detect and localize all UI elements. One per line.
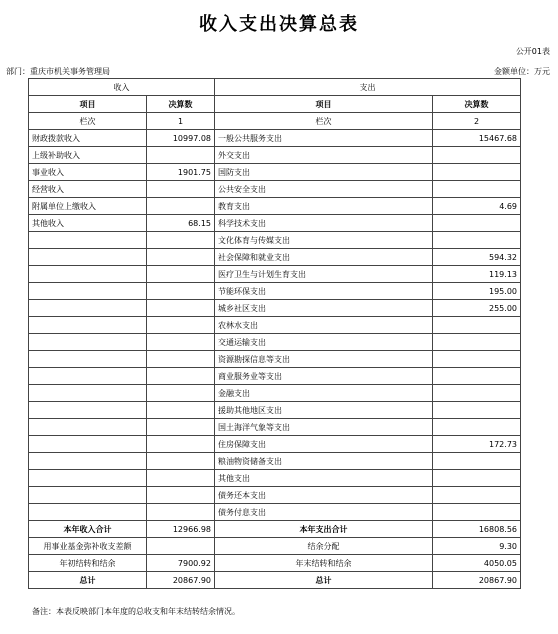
expense-amount-cell — [433, 453, 521, 470]
income-item-cell — [29, 453, 147, 470]
expense-amount-cell — [433, 147, 521, 164]
expense-amount-cell — [433, 351, 521, 368]
end-carryover-value: 4050.05 — [433, 555, 521, 572]
expense-item-cell: 债务付息支出 — [215, 504, 433, 521]
income-item-cell — [29, 232, 147, 249]
income-item-cell — [29, 385, 147, 402]
expense-amount-cell — [433, 504, 521, 521]
expense-item-cell: 医疗卫生与计划生育支出 — [215, 266, 433, 283]
expense-amount-cell: 255.00 — [433, 300, 521, 317]
expense-grand-total-label: 总计 — [215, 572, 433, 589]
expense-item-cell: 商业服务业等支出 — [215, 368, 433, 385]
column-index-row — [29, 113, 521, 130]
table-row — [29, 351, 521, 368]
distribution-label: 结余分配 — [215, 538, 433, 555]
expense-amount-header: 决算数 — [433, 96, 521, 113]
expense-amount-cell: 172.73 — [433, 436, 521, 453]
income-amount-cell — [147, 368, 215, 385]
expense-item-cell: 国防支出 — [215, 164, 433, 181]
expense-total-label: 本年支出合计 — [215, 521, 433, 538]
income-amount-cell: 1901.75 — [147, 164, 215, 181]
income-item-header: 项目 — [29, 96, 147, 113]
table-row — [29, 232, 521, 249]
income-amount-cell — [147, 436, 215, 453]
expense-amount-cell — [433, 385, 521, 402]
expense-item-cell: 资源勘探信息等支出 — [215, 351, 433, 368]
income-item-cell: 经营收入 — [29, 181, 147, 198]
end-carryover-label: 年末结转和结余 — [215, 555, 433, 572]
income-item-cell: 附属单位上缴收入 — [29, 198, 147, 215]
year-total-row — [29, 521, 521, 538]
expense-amount-cell — [433, 232, 521, 249]
income-index-label: 栏次 — [29, 113, 147, 130]
reserve-value — [147, 538, 215, 555]
income-amount-cell — [147, 419, 215, 436]
expense-amount-cell — [433, 368, 521, 385]
income-item-cell — [29, 249, 147, 266]
income-item-cell: 其他收入 — [29, 215, 147, 232]
income-amount-cell — [147, 249, 215, 266]
table-row — [29, 266, 521, 283]
income-item-cell — [29, 402, 147, 419]
income-amount-cell — [147, 470, 215, 487]
income-item-cell — [29, 300, 147, 317]
expense-item-cell: 其他支出 — [215, 470, 433, 487]
income-header: 收入 — [29, 79, 215, 96]
form-number: 公开01表 — [515, 47, 550, 56]
income-amount-cell — [147, 317, 215, 334]
income-item-cell — [29, 470, 147, 487]
expense-amount-cell — [433, 470, 521, 487]
income-amount-cell — [147, 266, 215, 283]
table-row — [29, 198, 521, 215]
income-amount-cell — [147, 334, 215, 351]
income-total-value: 12966.98 — [147, 521, 215, 538]
expense-amount-cell: 195.00 — [433, 283, 521, 300]
expense-item-cell: 援助其他地区支出 — [215, 402, 433, 419]
table-row — [29, 453, 521, 470]
income-item-cell — [29, 504, 147, 521]
income-item-cell — [29, 266, 147, 283]
begin-carryover-value: 7900.92 — [147, 555, 215, 572]
expense-amount-cell — [433, 487, 521, 504]
table-row — [29, 164, 521, 181]
income-grand-total-value: 20867.90 — [147, 572, 215, 589]
expense-amount-cell — [433, 164, 521, 181]
income-item-cell — [29, 436, 147, 453]
expense-amount-cell — [433, 419, 521, 436]
expense-index-label: 栏次 — [215, 113, 433, 130]
income-amount-cell — [147, 181, 215, 198]
table-row — [29, 130, 521, 147]
income-item-cell — [29, 368, 147, 385]
expense-item-cell: 科学技术支出 — [215, 215, 433, 232]
expense-amount-cell — [433, 334, 521, 351]
expense-amount-cell — [433, 215, 521, 232]
begin-carryover-label: 年初结转和结余 — [29, 555, 147, 572]
income-total-label: 本年收入合计 — [29, 521, 147, 538]
income-amount-cell — [147, 300, 215, 317]
income-amount-cell — [147, 283, 215, 300]
table-row — [29, 334, 521, 351]
column-header-row — [29, 96, 521, 113]
table-row — [29, 487, 521, 504]
expense-item-cell: 教育支出 — [215, 198, 433, 215]
expense-item-cell: 节能环保支出 — [215, 283, 433, 300]
income-amount-cell — [147, 402, 215, 419]
expense-index: 2 — [433, 113, 521, 130]
expense-total-value: 16808.56 — [433, 521, 521, 538]
expense-item-cell: 债务还本支出 — [215, 487, 433, 504]
table-row — [29, 147, 521, 164]
expense-grand-total-value: 20867.90 — [433, 572, 521, 589]
expense-item-cell: 一般公共服务支出 — [215, 130, 433, 147]
income-amount-cell — [147, 385, 215, 402]
grand-total-row — [29, 572, 521, 589]
income-amount-cell — [147, 147, 215, 164]
income-amount-cell — [147, 487, 215, 504]
expense-item-cell: 社会保障和就业支出 — [215, 249, 433, 266]
expense-item-cell: 文化体育与传媒支出 — [215, 232, 433, 249]
section-header-row — [29, 79, 521, 96]
income-item-cell — [29, 487, 147, 504]
income-amount-header: 决算数 — [147, 96, 215, 113]
table-row — [29, 385, 521, 402]
income-grand-total-label: 总计 — [29, 572, 147, 589]
expense-item-cell: 公共安全支出 — [215, 181, 433, 198]
table-row — [29, 249, 521, 266]
table-row — [29, 436, 521, 453]
income-amount-cell — [147, 198, 215, 215]
expense-amount-cell — [433, 402, 521, 419]
income-item-cell — [29, 351, 147, 368]
table-row — [29, 368, 521, 385]
income-expense-table — [28, 78, 521, 589]
report-title: 收入支出决算总表 — [199, 14, 359, 35]
expense-item-cell: 住房保障支出 — [215, 436, 433, 453]
expense-header: 支出 — [215, 79, 521, 96]
income-item-cell: 财政拨款收入 — [29, 130, 147, 147]
table-row — [29, 317, 521, 334]
income-index: 1 — [147, 113, 215, 130]
table-row — [29, 402, 521, 419]
footnote: 备注：本表反映部门本年度的总收支和年末结转结余情况。 — [32, 607, 240, 616]
expense-item-cell: 金融支出 — [215, 385, 433, 402]
expense-item-cell: 交通运输支出 — [215, 334, 433, 351]
income-amount-cell — [147, 351, 215, 368]
income-item-cell — [29, 317, 147, 334]
income-item-cell — [29, 283, 147, 300]
income-item-cell — [29, 334, 147, 351]
table-row — [29, 419, 521, 436]
table-row — [29, 504, 521, 521]
distribution-value: 9.30 — [433, 538, 521, 555]
expense-item-cell: 外交支出 — [215, 147, 433, 164]
unit-label: 金额单位：万元 — [494, 67, 550, 76]
income-amount-cell — [147, 232, 215, 249]
expense-amount-cell — [433, 317, 521, 334]
income-item-cell: 上级补助收入 — [29, 147, 147, 164]
expense-amount-cell: 594.32 — [433, 249, 521, 266]
table-row — [29, 181, 521, 198]
table-row — [29, 215, 521, 232]
table-row — [29, 470, 521, 487]
income-amount-cell — [147, 453, 215, 470]
expense-item-cell: 农林水支出 — [215, 317, 433, 334]
expense-amount-cell: 15467.68 — [433, 130, 521, 147]
expense-item-cell: 城乡社区支出 — [215, 300, 433, 317]
expense-amount-cell: 4.69 — [433, 198, 521, 215]
expense-amount-cell — [433, 181, 521, 198]
expense-amount-cell: 119.13 — [433, 266, 521, 283]
department-label: 部门：重庆市机关事务管理局 — [6, 67, 110, 76]
expense-item-cell: 粮油物资储备支出 — [215, 453, 433, 470]
expense-item-cell: 国土海洋气象等支出 — [215, 419, 433, 436]
table-row — [29, 300, 521, 317]
income-amount-cell — [147, 504, 215, 521]
income-amount-cell: 68.15 — [147, 215, 215, 232]
reserve-label: 用事业基金弥补收支差额 — [29, 538, 147, 555]
income-amount-cell: 10997.08 — [147, 130, 215, 147]
income-item-cell: 事业收入 — [29, 164, 147, 181]
income-item-cell — [29, 419, 147, 436]
carryover-row — [29, 555, 521, 572]
table-row — [29, 283, 521, 300]
expense-item-header: 项目 — [215, 96, 433, 113]
reserve-row — [29, 538, 521, 555]
